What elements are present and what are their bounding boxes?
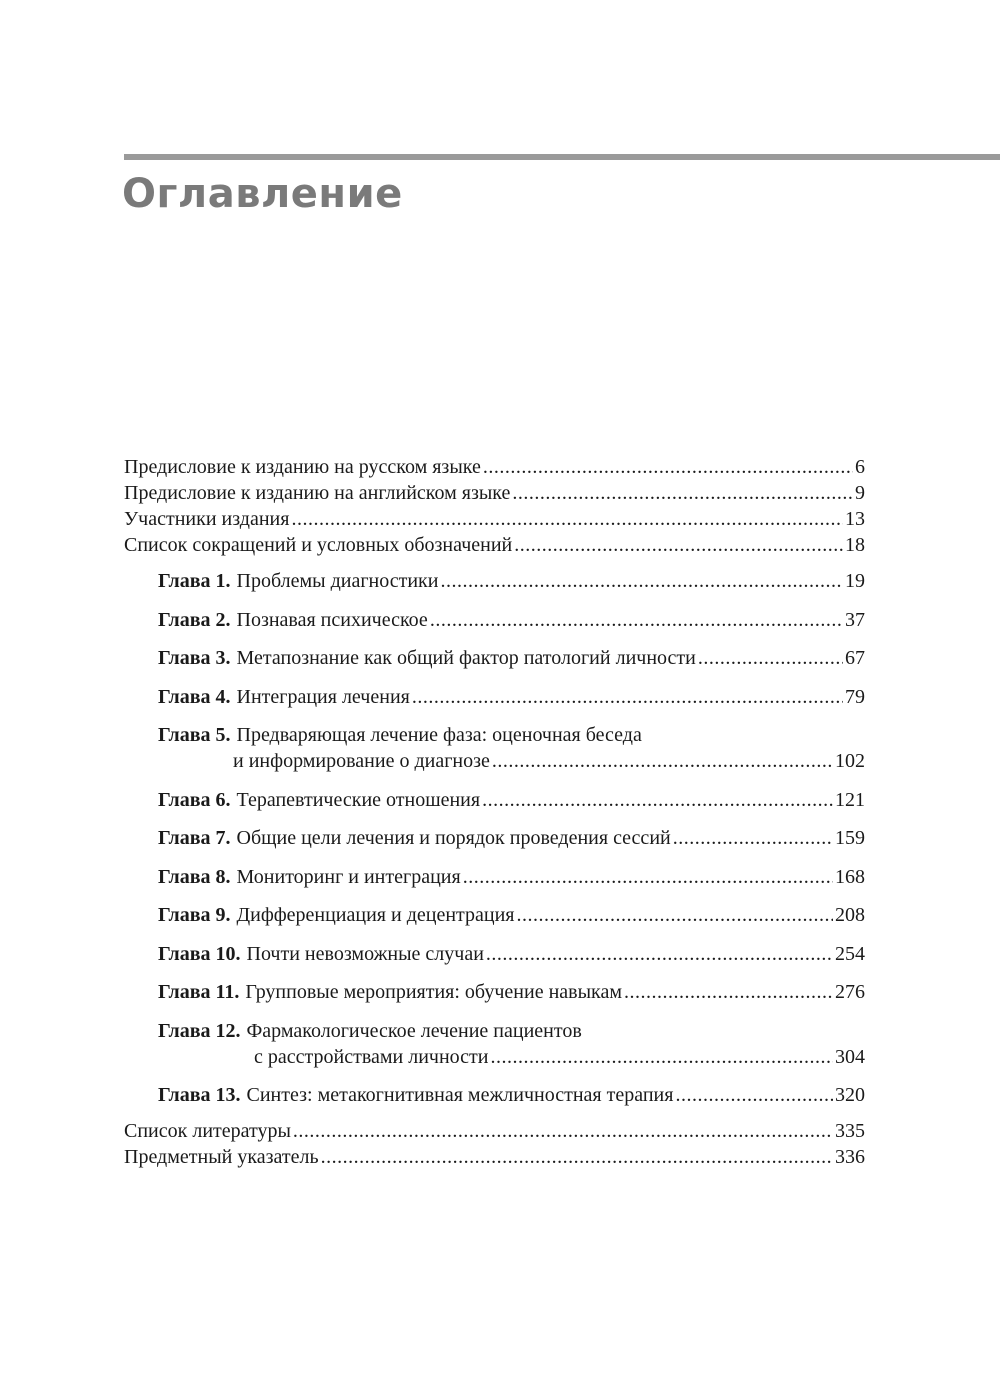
dot-leader xyxy=(675,1082,833,1108)
chapter-title: Общие цели лечения и порядок проведения сессий xyxy=(236,827,671,849)
toc-entry[interactable] xyxy=(124,480,865,506)
toc-entry[interactable] xyxy=(124,1118,865,1144)
chapter-label: Глава 5. xyxy=(158,724,231,746)
chapter-entry[interactable] xyxy=(158,864,865,890)
back-matter-list xyxy=(124,1118,865,1170)
chapter-entry[interactable] xyxy=(158,787,865,813)
dot-leader xyxy=(517,902,834,928)
dot-leader xyxy=(491,1044,834,1070)
chapter-title: Предваряющая лечение фаза: оценочная беседа xyxy=(236,724,642,746)
chapter-entry[interactable] xyxy=(158,902,865,928)
dot-leader xyxy=(483,454,853,480)
toc-entry[interactable] xyxy=(124,506,865,532)
chapter-list xyxy=(124,568,865,1108)
chapter-entry[interactable] xyxy=(158,941,865,967)
toc-entry-page: 13 xyxy=(845,508,865,530)
chapter-label: Глава 6. xyxy=(158,788,231,811)
toc-entry-page: 6 xyxy=(855,456,865,478)
chapter-title: Проблемы диагностики xyxy=(236,570,439,592)
chapter-page: 254 xyxy=(835,942,865,965)
table-of-contents xyxy=(124,454,865,1170)
chapter-title-continuation: с расстройствами личности xyxy=(254,1045,489,1068)
dot-leader xyxy=(291,506,843,532)
chapter-page: 67 xyxy=(845,647,865,669)
dot-leader xyxy=(512,480,853,506)
dot-leader xyxy=(321,1144,833,1170)
toc-entry-page: 18 xyxy=(845,534,865,556)
chapter-page: 102 xyxy=(835,750,865,772)
chapter-entry[interactable] xyxy=(158,645,865,671)
dot-leader xyxy=(412,684,843,710)
page-title: Оглавление xyxy=(122,171,403,217)
chapter-entry[interactable] xyxy=(158,684,865,710)
front-matter-list xyxy=(124,454,865,558)
chapter-label: Глава 13. xyxy=(158,1084,241,1106)
dot-leader xyxy=(698,645,843,671)
dot-leader xyxy=(430,607,843,633)
dot-leader xyxy=(463,864,833,890)
chapter-entry[interactable] xyxy=(158,1082,865,1108)
dot-leader xyxy=(486,941,833,967)
toc-entry[interactable] xyxy=(124,532,865,558)
toc-entry-text: Участники издания xyxy=(124,508,290,530)
toc-entry-page: 9 xyxy=(855,482,865,504)
chapter-label: Глава 7. xyxy=(158,827,231,849)
chapter-title: Интеграция лечения xyxy=(236,685,410,708)
chapter-title: Метапознание как общий фактор патологий личности xyxy=(236,647,696,669)
chapter-entry[interactable] xyxy=(158,568,865,594)
chapter-page: 320 xyxy=(835,1084,865,1106)
chapter-title-continuation: и информирование о диагнозе xyxy=(233,750,490,772)
chapter-page: 121 xyxy=(835,788,865,811)
dot-leader xyxy=(440,568,843,594)
chapter-title: Почти невозможные случаи xyxy=(246,942,484,965)
chapter-label: Глава 4. xyxy=(158,685,231,708)
toc-entry[interactable] xyxy=(124,1144,865,1170)
chapter-label: Глава 12. xyxy=(158,1019,241,1042)
chapter-title: Терапевтические отношения xyxy=(236,788,481,811)
toc-entry-text: Предметный указатель xyxy=(124,1146,319,1168)
title-rule xyxy=(124,154,1000,160)
chapter-entry[interactable] xyxy=(158,722,865,774)
toc-entry[interactable] xyxy=(124,454,865,480)
chapter-entry[interactable] xyxy=(158,979,865,1005)
chapter-page: 208 xyxy=(835,904,865,926)
chapter-label: Глава 2. xyxy=(158,608,231,631)
toc-entry-text: Список сокращений и условных обозначений xyxy=(124,534,513,556)
chapter-label: Глава 10. xyxy=(158,942,241,965)
toc-entry-text: Предисловие к изданию на английском языке xyxy=(124,482,511,504)
chapter-title: Познавая психическое xyxy=(236,608,428,631)
dot-leader xyxy=(514,532,843,558)
dot-leader xyxy=(673,825,833,851)
chapter-title: Синтез: метакогнитивная межличностная терапия xyxy=(246,1084,674,1106)
dot-leader xyxy=(482,787,833,813)
dot-leader xyxy=(624,979,833,1005)
chapter-title: Групповые мероприятия: обучение навыкам xyxy=(245,981,622,1003)
chapter-title: Фармакологическое лечение пациентов xyxy=(246,1019,582,1042)
chapter-page: 159 xyxy=(835,827,865,849)
chapter-page: 276 xyxy=(835,981,865,1003)
toc-entry-page: 335 xyxy=(835,1120,865,1142)
dot-leader xyxy=(492,748,833,774)
chapter-label: Глава 3. xyxy=(158,647,231,669)
chapter-page: 79 xyxy=(845,685,865,708)
chapter-label: Глава 9. xyxy=(158,904,231,926)
chapter-title: Мониторинг и интеграция xyxy=(236,865,461,888)
chapter-label: Глава 11. xyxy=(158,981,240,1003)
chapter-page: 168 xyxy=(835,865,865,888)
dot-leader xyxy=(293,1118,833,1144)
chapter-entry[interactable] xyxy=(158,825,865,851)
chapter-page: 37 xyxy=(845,608,865,631)
chapter-title: Дифференциация и децентрация xyxy=(236,904,515,926)
chapter-entry[interactable] xyxy=(158,1018,865,1070)
toc-entry-page: 336 xyxy=(835,1146,865,1168)
chapter-page: 304 xyxy=(835,1045,865,1068)
toc-entry-text: Предисловие к изданию на русском языке xyxy=(124,456,481,478)
chapter-page: 19 xyxy=(845,570,865,592)
chapter-entry[interactable] xyxy=(158,607,865,633)
chapter-label: Глава 8. xyxy=(158,865,231,888)
chapter-label: Глава 1. xyxy=(158,570,231,592)
toc-entry-text: Список литературы xyxy=(124,1120,291,1142)
